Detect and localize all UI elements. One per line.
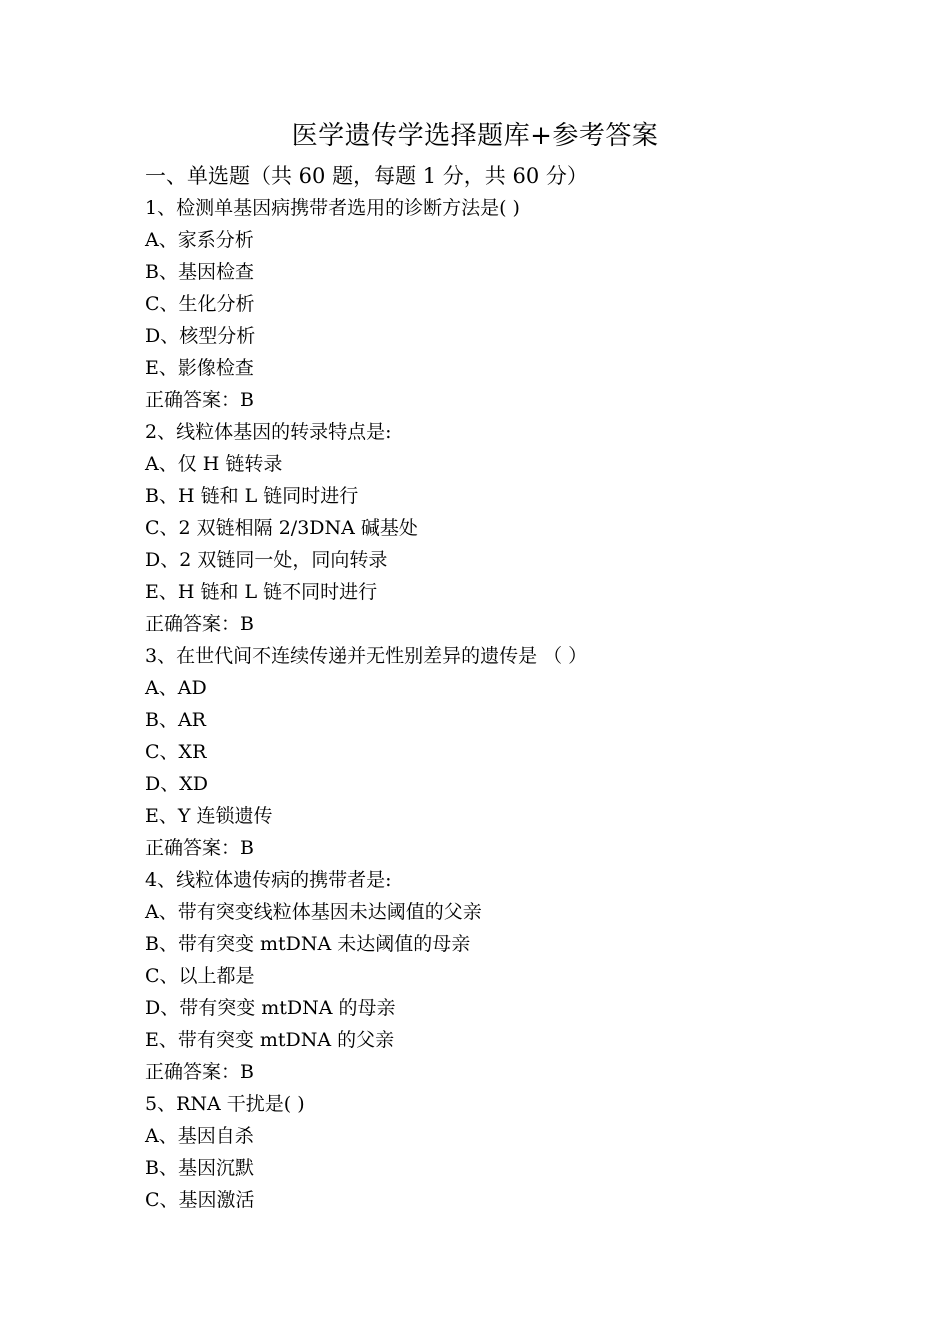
option-b: B、AR [145, 709, 206, 731]
question-stem: 4、线粒体遗传病的携带者是: [145, 869, 392, 891]
option-b: B、H 链和 L 链同时进行 [145, 485, 359, 507]
option-a: A、带有突变线粒体基因未达阈值的父亲 [145, 901, 482, 923]
question-1 [145, 192, 905, 416]
option-e: E、影像检查 [145, 357, 254, 379]
question-4 [145, 864, 905, 1088]
section-heading: 一、单选题（共 60 题，每题 1 分，共 60 分） [145, 164, 588, 188]
option-c: C、2 双链相隔 2/3DNA 碱基处 [145, 517, 418, 539]
option-e: E、Y 连锁遗传 [145, 805, 273, 827]
document-body [145, 160, 905, 1216]
option-d: D、2 双链同一处，同向转录 [145, 549, 388, 571]
option-e: E、H 链和 L 链不同时进行 [145, 581, 378, 603]
question-stem: 1、检测单基因病携带者选用的诊断方法是( ) [145, 197, 520, 219]
option-a: A、家系分析 [145, 229, 254, 251]
option-e: E、带有突变 mtDNA 的父亲 [145, 1029, 395, 1051]
option-c: C、生化分析 [145, 293, 255, 315]
option-d: D、带有突变 mtDNA 的母亲 [145, 997, 396, 1019]
option-a: A、仅 H 链转录 [145, 453, 283, 475]
question-3 [145, 640, 905, 864]
option-b: B、带有突变 mtDNA 未达阈值的母亲 [145, 933, 471, 955]
answer-line: 正确答案：B [145, 1061, 254, 1083]
answer-line: 正确答案：B [145, 389, 254, 411]
option-d: D、XD [145, 773, 208, 795]
question-5 [145, 1088, 905, 1216]
option-c: C、基因激活 [145, 1189, 255, 1211]
option-a: A、AD [145, 677, 207, 699]
question-2 [145, 416, 905, 640]
option-c: C、XR [145, 741, 207, 763]
option-d: D、核型分析 [145, 325, 256, 347]
answer-line: 正确答案：B [145, 837, 254, 859]
question-stem: 2、线粒体基因的转录特点是: [145, 421, 392, 443]
option-a: A、基因自杀 [145, 1125, 254, 1147]
option-c: C、以上都是 [145, 965, 255, 987]
option-b: B、基因检查 [145, 261, 254, 283]
answer-line: 正确答案：B [145, 613, 254, 635]
question-stem: 5、RNA 干扰是( ) [145, 1093, 305, 1115]
document-title: 医学遗传学选择题库+参考答案 [291, 121, 659, 151]
question-stem: 3、在世代间不连续传递并无性别差异的遗传是 （ ） [145, 645, 588, 667]
option-b: B、基因沉默 [145, 1157, 254, 1179]
